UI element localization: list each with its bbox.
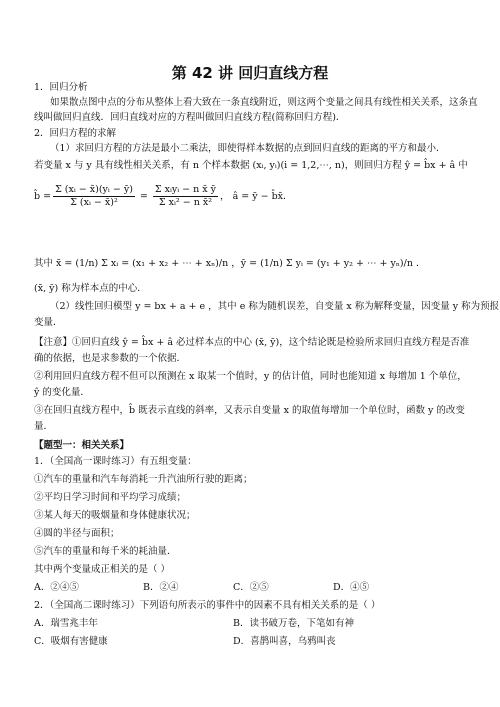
section1-para2: 线叫做回归直线．回归直线对应的方程叫做回归直线方程(简称回归方程)．: [34, 112, 346, 123]
q1-option-c: C．②⑤: [233, 582, 269, 593]
b-hat-formula: b̂ = $\frac{\text{Σ (xᵢ − x̄)(yᵢ − ȳ)}}{\text{Σ (xᵢ − x̄)²}}$ = $\frac{\text{Σ xᵢyᵢ − n x̄ ȳ}}{\text{Σ xᵢ² − n x̄²}}$ ， â = ȳ − b̂x̄．: [34, 184, 293, 208]
b-hat-label: b̂ =: [34, 190, 52, 202]
section1-para1: 如果散点图中点的分布从整体上看大致在一条直线附近，则这两个变量之间具有线性相关关系，这条直: [50, 97, 478, 108]
page-title: 第 42 讲 回归直线方程: [171, 64, 329, 82]
fraction-1-denominator: Σ (xᵢ − x̄)²: [70, 197, 118, 208]
section1-heading: 1．回归分析: [34, 82, 88, 93]
b-hat-fraction-2: [153, 184, 218, 209]
q2-option-b: B．读书破万卷，下笔如有神: [233, 618, 354, 629]
q1-item-5: ⑤汽车的重量和每千米的耗油量．: [34, 546, 177, 557]
mean-definition: 其中 x̄ = (1/n) Σ xᵢ = (x₁ + x₂ + ⋯ + xₙ)/n ，ȳ = (1/n) Σ yᵢ = (y₁ + y₂ + ⋯ + yₙ)/n ．: [34, 258, 426, 269]
sample-center-definition: (x̄, ȳ) 称为样本点的中心．: [34, 283, 147, 294]
fraction-2-denominator: Σ xᵢ² − n x̄²: [158, 197, 213, 208]
note2-line-a: ②利用回归直线方程不但可以预测在 x 取某一个值时，y 的估计值，同时也能知道 x 每增加 1 个单位，: [34, 371, 467, 382]
note2-line-b: ŷ 的变化量．: [34, 387, 90, 398]
b-hat-fraction-1: [53, 184, 135, 209]
note1-line-b: 确的依据，也是求参数的一个依据．: [34, 353, 187, 364]
q1-item-1: ①汽车的重量和汽车每消耗一升汽油所行驶的距离；: [34, 474, 253, 485]
q1-option-a: A．②④⑤: [34, 582, 79, 593]
q2-option-d: D．喜鹊叫喜，乌鸦叫丧: [233, 636, 336, 647]
a-hat-formula: ， â = ȳ − b̂x̄．: [220, 190, 293, 202]
topic1-heading: 【题型一：相关关系】: [34, 440, 130, 451]
model-para-b: 变量．: [34, 317, 63, 328]
fraction-1-numerator: Σ (xᵢ − x̄)(yᵢ − ȳ): [55, 184, 133, 195]
q1-item-2: ②平均日学习时间和平均学习成绩；: [34, 492, 187, 503]
q1-option-b: B．②④: [143, 582, 179, 593]
section2-heading: 2．回归方程的求解: [34, 128, 117, 139]
q2-option-c: C．吸烟有害健康: [34, 636, 108, 647]
model-para-a: （2）线性回归模型 y = bx + a + e ，其中 e 称为随机误差，自变量 x 称为解释变量，因变量 y 称为预报: [50, 301, 500, 312]
section2-p2: 若变量 x 与 y 具有线性相关关系，有 n 个样本数据 (xᵢ, yᵢ)(i = 1,2,⋯, n)，则回归方程 ŷ = b̂x + â 中: [34, 160, 468, 171]
q2-option-a: A．瑞雪兆丰年: [34, 618, 98, 629]
note1-line-a: 【注意】①回归直线 ŷ = b̂x + â 必过样本点的中心 (x̄, ȳ)，这个结论既是检验所求回归直线方程是否准: [34, 337, 470, 348]
q1-item-4: ④圆的半径与面积；: [34, 528, 120, 539]
fraction-2-numerator: Σ xᵢyᵢ − n x̄ ȳ: [154, 184, 217, 195]
q1-item-3: ③某人每天的吸烟量和身体健康状况；: [34, 510, 196, 521]
section2-p1: （1）求回归方程的方法是最小二乘法，即使得样本数据的点到回归直线的距离的平方和最小．: [50, 143, 446, 154]
note3-line-a: ③在回归直线方程中，b̂ 既表示直线的斜率，又表示自变量 x 的取值每增加一个单位时，函数 y 的改变: [34, 405, 465, 416]
q1-question: 其中两个变量成正相关的是（ ）: [34, 564, 171, 575]
q2-stem: 2．（全国高二课时练习）下列语句所表示的事件中的因素不具有相关关系的是（ ）: [34, 600, 381, 611]
q1-option-d: D．④⑤: [333, 582, 370, 593]
q1-stem: 1．（全国高一课时练习）有五组变量：: [34, 456, 197, 467]
note3-line-b: 量．: [34, 421, 54, 432]
